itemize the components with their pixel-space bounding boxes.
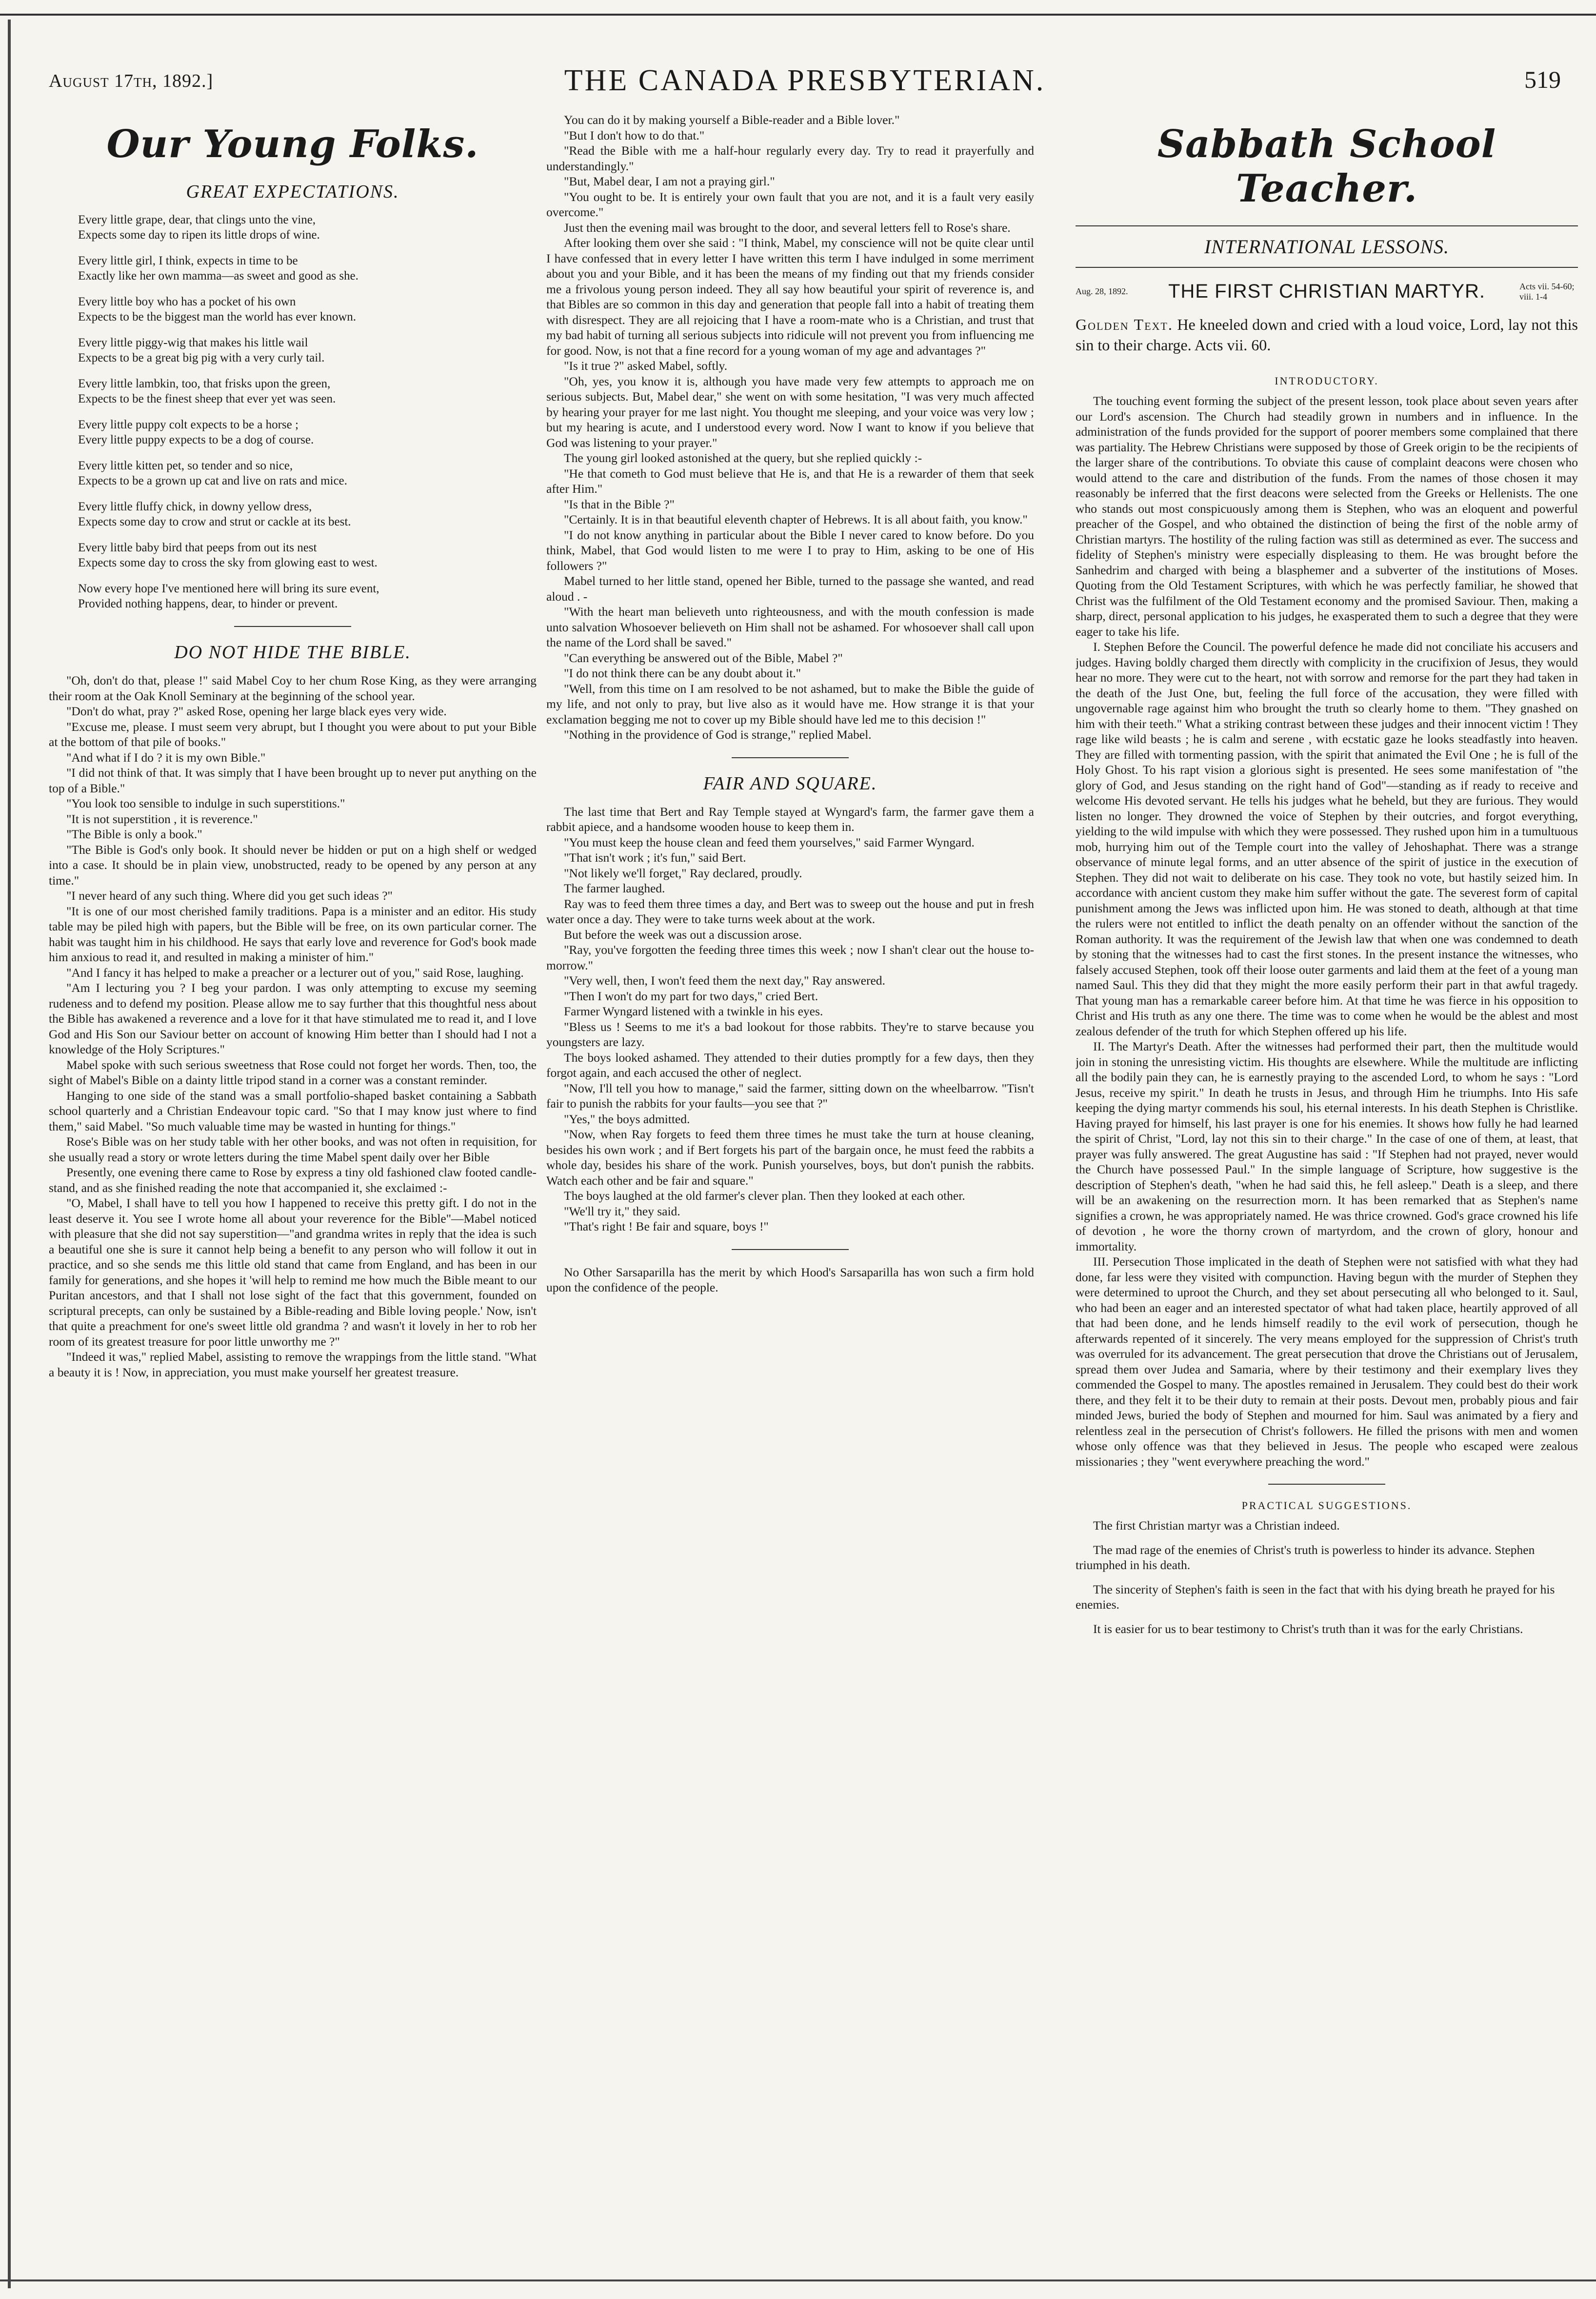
poem-stanza (78, 376, 537, 406)
story-paragraph: "Can everything be answered out of the Bible, Mabel ?" (564, 650, 843, 665)
story-paragraph: "Certainly. It is in that beautiful eleventh chapter of Hebrews. It is all about faith, you know." (564, 512, 1028, 526)
introductory-text (1076, 393, 1578, 639)
poem-stanza (78, 540, 537, 570)
poem-stanza (78, 335, 537, 365)
story-paragraph: The young girl looked astonished at the query, but she replied quickly :- (564, 451, 922, 465)
story-paragraph: "O, Mabel, I shall have to tell you how I happened to receive this pretty gift. I do not in the least deserve it. You see I wrote home all about your reverence for the Bible"—Mabel noticed with pleasure that she did not say superstition—"and grandma writes in reply that the idea is such a beautiful one she is sure it cannot help being a benefit to any person who will follow it out in practice, and so she sends me this little old stand that came from England, and has been in our family for generations, and she hopes it 'will help to remind me how much the Bible meant to our Puritan ancestors, and that I shall not lose sight of the fact that this government, founded on scriptural precepts, can only be sustained by a Bible-reading and Bible loving people.' Now, isn't that quite a preachment for one's sweet little old grandma ? and wasn't it lovely in her to rob her room of its greatest treasure for poor little unworthy me ?" (49, 1196, 537, 1349)
column-1 (49, 112, 537, 2274)
story-paragraph: "I do not think there can be any doubt about it." (564, 666, 801, 680)
story-paragraph: "You look too sensible to indulge in such superstitions." (66, 796, 345, 810)
section-heading-young-folks: Our Young Folks. (106, 122, 479, 166)
story2-paragraph: The farmer laughed. (564, 881, 665, 895)
poem-line: Exactly like her own mamma—as sweet and good as she. (78, 269, 359, 282)
story-title: DO NOT HIDE THE BIBLE. (174, 642, 411, 663)
divider (732, 757, 849, 758)
page-edge-left (8, 20, 11, 2288)
lesson-title: THE FIRST CHRISTIAN MARTYR. (1168, 281, 1485, 302)
lessons-heading: INTERNATIONAL LESSONS. (1204, 236, 1450, 258)
lesson-section-paragraph: I. Stephen Before the Council. The powerful defence he made did not conciliate his accusers and judges. Having boldly charged them directly with complicity in the crucifixion of Jesus, they would hear no more. They were cut to the heart, not with sorrow and remorse for the part they had taken in the death of the Just One, but, feeling the full force of the accusation, they were filled with ungovernable rage against him who brought the truth so clearly home to them. "They gnashed on him with their teeth." What a striking contrast between these judges and their innocent victim ! They rage like wild beasts ; he is calm and serene , with ecstatic gaze he looks steadfastly into heaven. They are filled with tormenting passion, with the spirit that animated the Evil One ; he is full of the Holy Ghost. To his rapt vision a glorious sight is presented. He sees some manifestation of "the glory of God, and Jesus standing on the right hand of God"—standing as if ready to receive and welcome His devoted servant. He tells his judges what he beheld, but they are furious. They would listen no longer. They drowned the voice of Stephen by their outcries, and forgot everything, yielding to the wild impulse with which they were possessed. They rushed upon him in a tumultuous mob, hurrying him out of the Temple court into the valley of Jehoshaphat. There was a strange observance of minute legal forms, and an utter absence of the spirit of justice in the execution of Stephen. They did not wait to deliberate on his case. They took no vote, but hastily seized him. In accordance with ancient custom they make him suffer without the gate. The severest form of capital punishment among the Jews was inflicted upon him. He was stoned to death, although at that time the rulers were not entitled to inflict the death penalty on an offender without the sanction of the Roman authority. It was the requirement of the Jewish law that when one was condemned to death by stoning that the witnesses had to cast the first stones. In the present instance the witnesses, who falsely accused Stephen, took off their loose outer garments and laid them at the feet of a young man named Saul. This they did that they might the more easily perform their part in that awful tragedy. That young man has a remarkable career before him. At that time he was fierce in his opposition to Christ and His truth as any one there. The time was to come when he would be the ablest and most zealous defender of the truth for which Stephen offered up his life. (1076, 640, 1578, 1038)
story-paragraph: "I do not know anything in particular about the Bible I never cared to know before. Do you think, Mabel, that God would listen to me were I to pray to Him, asking to be one of His followers ?" (546, 527, 1034, 573)
poem-line: Every little fluffy chick, in downy yellow dress, (78, 500, 312, 513)
poem-line: Every little boy who has a pocket of his own (78, 295, 296, 308)
story-paragraph: Hanging to one side of the stand was a small portfolio-shaped basket containing a Sabbath school quarterly and a Christian Endeavour topic card. "So that I may know just where to find them," said Mabel. "So much valuable time may be wasted in hunting for things." (49, 1088, 537, 1133)
poem-line: Every little grape, dear, that clings unto the vine, (78, 213, 316, 226)
story-paragraph: "The Bible is only a book." (66, 827, 202, 841)
poem-line: Expects to be the finest sheep that ever yet was seen. (78, 392, 336, 405)
poem-line: Every little piggy-wig that makes his little wail (78, 336, 308, 349)
story-paragraph: "It is not superstition , it is reverence." (66, 811, 258, 826)
story-paragraph: Rose's Bible was on her study table with her other books, and was not often in requisition, for she usually read a story or wrote letters during the time Mabel spent daily over her Bible (49, 1134, 537, 1164)
story2-paragraph: "We'll try it," they said. (564, 1204, 680, 1218)
poem-stanza (78, 581, 537, 611)
poem-line: Provided nothing happens, dear, to hinder or prevent. (78, 597, 338, 610)
poem-line: Every little kitten pet, so tender and so nice, (78, 459, 293, 472)
story2-paragraph: The boys looked ashamed. They attended to their duties promptly for a few days, then they forgot again, and each accused the other of neglect. (546, 1050, 1034, 1080)
poem-line: Expects some day to crow and strut or cackle at its best. (78, 515, 351, 528)
story2-paragraph: "Very well, then, I won't feed them the next day," Ray answered. (564, 973, 885, 988)
story-paragraph: "Am I lecturing you ? I beg your pardon. I was only attempting to excuse my seeming rudeness and to defend my position. Please allow me to say further that this thoughtful ness about the Bible has awakened a reverence and a love for it that have stimulated me to read it, and I love God and His Son our Saviour better on account of knowing Him better than I should had I not a knowledge of the Holy Scriptures." (49, 981, 537, 1056)
story-paragraph: "I did not think of that. It was simply that I have been brought up to never put anything on the top of a Bible." (49, 766, 537, 795)
practical-heading: PRACTICAL SUGGESTIONS. (1241, 1499, 1412, 1512)
column-2 (546, 112, 1034, 2274)
story2-paragraph: "Now, when Ray forgets to feed them three times he must take the turn at house cleaning, besides his own work ; and if Bert forgets his part of the bargain once, he must feed the rabbits a whole day, besides his share of the work. Punish yourselves, boys, but don't punish the rabbits. Watch each other and be fair and square." (546, 1127, 1034, 1188)
lesson-title-row (1076, 281, 1578, 302)
divider (732, 1249, 849, 1250)
story-paragraph: Mabel spoke with such serious sweetness that Rose could not forget her words. Then, too, the sight of Mabel's Bible on a dainty little tripod stand in a corner was a constant reminder. (49, 1057, 537, 1087)
story-paragraph: "But, Mabel dear, I am not a praying girl." (564, 174, 775, 188)
story-paragraph: "Indeed it was," replied Mabel, assisting to remove the wrappings from the little stand. "What a beauty it is ! Now, in appreciation, you must make yourself her greatest treasure. (49, 1350, 537, 1379)
poem (78, 212, 537, 611)
story-paragraph: Just then the evening mail was brought to the door, and several letters fell to Rose's share. (564, 220, 1011, 235)
golden-text-label: Golden Text. (1076, 316, 1173, 333)
story-paragraph: "Oh, don't do that, please !" said Mabel Coy to her chum Rose King, as they were arranging their room at the Oak Knoll Seminary at the beginning of the school year. (49, 673, 537, 703)
poem-line: Expects some day to cross the sky from glowing east to west. (78, 556, 378, 569)
story2-paragraph: The last time that Bert and Ray Temple stayed at Wyngard's farm, the farmer gave them a rabbit apiece, and a handsome wooden house to keep them in. (546, 804, 1034, 834)
poem-stanza (78, 253, 537, 283)
story2-paragraph: "Then I won't do my part for two days," cried Bert. (564, 988, 818, 1003)
poem-stanza (78, 499, 537, 529)
advert-lead: No Other (564, 1265, 612, 1279)
story2-paragraph: "Not likely we'll forget," Ray declared, proudly. (564, 866, 802, 880)
section-heading-sabbath-school: Sabbath School Teacher. (1157, 122, 1496, 211)
story-paragraph: "Well, from this time on I am resolved to be not ashamed, but to make the Bible the guide of my life, and not only to pray, but live also as it would have me. How strange it is that your exclamation begging me not to cover up my Bible should have led me to this decision !" (546, 681, 1034, 726)
story-paragraph: Presently, one evening there came to Rose by express a tiny old fashioned claw footed candle-stand, and as she finished reading the note that accompanied it, she exclaimed :- (49, 1165, 537, 1195)
divider (1268, 1484, 1385, 1485)
story2-paragraph: "Yes," the boys admitted. (564, 1111, 690, 1126)
poem-stanza (78, 212, 537, 242)
story-paragraph: Mabel turned to her little stand, opened her Bible, turned to the passage she wanted, and read aloud . - (546, 574, 1034, 604)
story2-paragraph: "Ray, you've forgotten the feeding three times this week ; now I shan't clear out the house to-morrow." (546, 943, 1034, 972)
poem-line: Expects to be a grown up cat and live on rats and mice. (78, 474, 347, 487)
poem-stanza (78, 458, 537, 488)
story-paragraph: "But I don't how to do that." (564, 128, 705, 142)
divider (1076, 225, 1578, 226)
introductory-paragraph: The touching event forming the subject of the present lesson, took place about seven years after our Lord's ascension. The Church had steadily grown in numbers and in influence. In the administration of the funds provided for the support of poorer members some complained that there was partiality. The Hebrew Christians were supposed by those of Greek origin to be the recipients of the larger share of the contributions. To obviate this cause of complaint deacons were chosen who would attend to the care and distribution of the funds. From the names of those chosen it may reasonably be inferred that the first deacons were selected from the Greeks or Hellenists. The one who stands out most conspicuously among them is Stephen, who was an eloquent and powerful preacher of the Gospel, and who obtained the distinction of being the first of the noble army of Christian martyrs. The hostility of the ruling faction was still as determined as ever. The success and fidelity of Stephen's ministry were especially displeasing to them. He was brought before the Sanhedrim and charged with being a blasphemer and a subverter of the institutions of Moses. Quoting from the Old Testament Scriptures, with which he was perfectly familiar, he showed that Christ was the fulfilment of the Old Testament economy and the promised Saviour. Then, making a sharp, direct, personal application to his judges, he exasperated them to such a degree that they were eager to take his life. (1076, 394, 1578, 639)
practical-suggestions (1076, 1518, 1578, 1636)
lesson-date: Aug. 28, 1892. (1076, 286, 1128, 296)
story-paragraph: "The Bible is God's only book. It should never be hidden or put on a high shelf or wedged into a case. It should be in plain view, unobstructed, ready to be opened by any person at any time." (49, 842, 537, 887)
poem-line: Expects to be a great big pig with a very curly tail. (78, 351, 325, 364)
advertisement (546, 1265, 1034, 1295)
story2-paragraph: "That's right ! Be fair and square, boys !" (564, 1219, 769, 1233)
story2-paragraph: Farmer Wyngard listened with a twinkle in his eyes. (564, 1004, 823, 1018)
story-paragraph: "He that cometh to God must believe that He is, and that He is a rewarder of them that seek after Him." (546, 466, 1034, 496)
story2-paragraph: "That isn't work ; it's fun," said Bert. (564, 850, 746, 865)
story2-paragraph: The boys laughed at the old farmer's clever plan. Then they looked at each other. (564, 1189, 965, 1203)
story-paragraph: "I never heard of any such thing. Where did you get such ideas ?" (66, 888, 393, 903)
story2-title: FAIR AND SQUARE. (703, 773, 878, 794)
story-paragraph: "With the heart man believeth unto righteousness, and with the mouth confession is made unto salvation Whosoever believeth on Him shall not be ashamed. For whosoever shall call upon the name of the Lord shall be saved." (546, 605, 1034, 649)
story2-paragraph: "Bless us ! Seems to me it's a bad lookout for those rabbits. They're to starve because you youngsters are lazy. (546, 1019, 1034, 1049)
page-edge-top (0, 14, 1596, 16)
lesson-section-paragraph: III. Persecution Those implicated in the death of Stephen were not satisfied with what they had done, far less were they visited with compunction. Having begun with the murder of Stephen they were determined to uproot the Church, and they set about persecuting all who belonged to it. Saul, who had been an eager and an interested spectator of what had taken place, heartily approved of all that had been done, and he lends himself readily to the evil work of persecution, though he afterwards repented of it sincerely. The very means employed for the suppression of Christ's truth was overruled for its advancement. The great persecution that drove the Christians out of Jerusalem, spread them over Judea and Samaria, where by their testimony and their exemplary lives they commended the Gospel to many. The apostles remained in Jerusalem. They could best do their work there, and they felt it to be their duty to remain at their posts. Devout men, probably pious and fair minded Jews, buried the body of Stephen and mourned for him. Saul was animated by a fiery and relentless zeal in the persecution of Christ's followers. He filled the prisons with men and women whose only offence was that they believed in Jesus. The people who escaped were zealous missionaries ; they "went everywhere preaching the word." (1076, 1254, 1578, 1469)
story-paragraph: You can do it by making yourself a Bible-reader and a Bible lover." (564, 113, 900, 127)
story2-paragraph: But before the week was out a discussion arose. (564, 927, 802, 942)
lesson-section-paragraph: II. The Martyr's Death. After the witnesses had performed their part, then the multitude would join in stoning the unresisting victim. His thoughts are elsewhere. While the multitude are inflicting all the bodily pain they can, he is earnestly praying to the ascended Lord, to whom he says : "Lord Jesus, receive my spirit." In death he trusts in Jesus, and through Him he triumphs. Into His safe keeping the dying martyr commends his soul, his eternal interests. In his death Stephen is Christlike. Having prayed for himself, his last prayer is one for his enemies. It shows how fully he had learned the spirit of Christ, "Lord, lay not this sin to their charge." In the case of one of them, at least, that prayer was fully answered. The great Augustine has said : "If Stephen had not prayed, never would the Church have possessed Paul." In the simple language of Scripture, how suggestive is the description of Stephen's death, "when he had said this, he fell asleep." Death is a sleep, and there will be an awakening on the resurrection morn. It has been remarked that as Stephen's name signifies a crown, he was appropriately named. He was thrice crowned. God's grace crowned his life of devotion , he wore the thorny crown of martyrdom, and the crown of glory, honour and immortality. (1076, 1039, 1578, 1253)
story-paragraph: "Is that in the Bible ?" (564, 497, 675, 511)
golden-text-body: He kneeled down and cried with a loud voice, Lord, lay not this sin to their charge. Acts vii. 60. (1076, 316, 1578, 354)
story-paragraph: "You ought to be. It is entirely your own fault that you are not, and it is a fault very easily overcome." (546, 189, 1034, 219)
story-paragraph: "And what if I do ? it is my own Bible." (66, 750, 266, 765)
story2-body (546, 804, 1034, 1234)
poem-line: Every little puppy colt expects to be a horse ; (78, 418, 299, 431)
practical-suggestion: It is easier for us to bear testimony to Christ's truth than it was for the early Christians. (1093, 1621, 1523, 1636)
poem-line: Every little girl, I think, expects in time to be (78, 254, 298, 267)
story-paragraph: "Nothing in the providence of God is strange," replied Mabel. (564, 727, 872, 742)
page-number: 519 (1524, 66, 1561, 93)
story-paragraph: "Excuse me, please. I must seem very abrupt, but I thought you were about to put your Bible at the bottom of that pile of books." (49, 719, 537, 749)
poem-stanza (78, 417, 537, 447)
poem-line: Every little baby bird that peeps from out its nest (78, 541, 317, 554)
story2-paragraph: "You must keep the house clean and feed them yourselves," said Farmer Wyngard. (564, 835, 975, 849)
practical-suggestion: The first Christian martyr was a Christian indeed. (1093, 1518, 1340, 1533)
issue-date: August 17th, 1892.] (49, 71, 214, 91)
poem-stanza (78, 294, 537, 324)
story-paragraph: "Read the Bible with me a half-hour regularly every day. Try to read it prayerfully and understandingly." (546, 143, 1034, 173)
poem-line: Expects to be the biggest man the world has ever known. (78, 310, 356, 323)
golden-text (1076, 314, 1578, 355)
story-continued (546, 112, 1034, 743)
story-paragraph: "And I fancy it has helped to make a preacher or a lecturer out of you," said Rose, laughing. (66, 965, 524, 980)
poem-line: Every little lambkin, too, that frisks upon the green, (78, 377, 331, 390)
practical-suggestion: The sincerity of Stephen's faith is seen in the fact that with his dying breath he prayed for his enemies. (1076, 1582, 1555, 1612)
advert-text: Sarsaparilla has the merit by which Hood's Sarsaparilla has won such a firm hold upon the confidence of the people. (546, 1265, 1034, 1294)
story-body (49, 673, 537, 1380)
introductory-heading: INTRODUCTORY. (1275, 375, 1379, 387)
divider (1076, 267, 1578, 268)
lesson-sections (1076, 639, 1578, 1469)
poem-line: Now every hope I've mentioned here will bring its sure event, (78, 582, 379, 595)
poem-title: GREAT EXPECTATIONS. (186, 182, 399, 202)
story2-paragraph: Ray was to feed them three times a day, and Bert was to sweep out the house and put in fresh water once a day. They were to take turns week about at the work. (546, 896, 1034, 926)
story-paragraph: "Oh, yes, you know it is, although you have made very few attempts to approach me on serious subjects. But, Mabel dear," she went on with some hesitation, "I was very much affected by hearing your prayer for me last night. You thought me sleeping, and your voice was very low ; but my hearing is acute, and I understood every word. Now I want to know if you believe that God was listening to your prayer." (546, 374, 1034, 450)
poem-line: Expects some day to ripen its little drops of wine. (78, 228, 320, 242)
column-3 (1076, 112, 1578, 2274)
story-paragraph: "Don't do what, pray ?" asked Rose, opening her large black eyes very wide. (66, 704, 447, 718)
poem-line: Every little puppy expects to be a dog of course. (78, 433, 314, 446)
practical-suggestion: The mad rage of the enemies of Christ's truth is powerless to hinder its advance. Stephen triumphed in his death. (1076, 1542, 1535, 1572)
story-paragraph: After looking them over she said : "I think, Mabel, my conscience will not be quite clear until I have confessed that in every letter I have written this term I have indulged in some merriment about you and your Bible, and it has been the means of my finding out that my friends consider me a frivolous young person indeed. They all say how beautiful your spirit of reverence is, and that Bibles are so common in this day and generation that people fall into a habit of treating them with disrespect. They are all rejoicing that I have a room-mate who is a Christian, and trust that my bad habit of turning all serious subjects into ridicule will not prevent you from influencing me for good. Now, is not that a fine record for a young woman of my age and advantages ?" (546, 236, 1034, 358)
newspaper-title: THE CANADA PRESBYTERIAN. (564, 64, 1046, 97)
lesson-reference: Acts vii. 54-60; viii. 1-4 (1519, 281, 1575, 302)
masthead (49, 63, 1561, 102)
divider (234, 626, 351, 627)
story-paragraph: "It is one of our most cherished family traditions. Papa is a minister and an editor. His study table may be piled high with papers, but the Bible will be free, on its own particular corner. The habit was taught him in his childhood. He says that early love and reverence for God's book made him anxious to read it, and resulted in making a minister of him." (49, 904, 537, 964)
story2-paragraph: "Now, I'll tell you how to manage," said the farmer, sitting down on the wheelbarrow. "Tisn't fair to punish the rabbits for your faults—you see that ?" (546, 1081, 1034, 1110)
story-paragraph: "Is it true ?" asked Mabel, softly. (564, 359, 727, 373)
page-edge-bottom (0, 2279, 1596, 2281)
